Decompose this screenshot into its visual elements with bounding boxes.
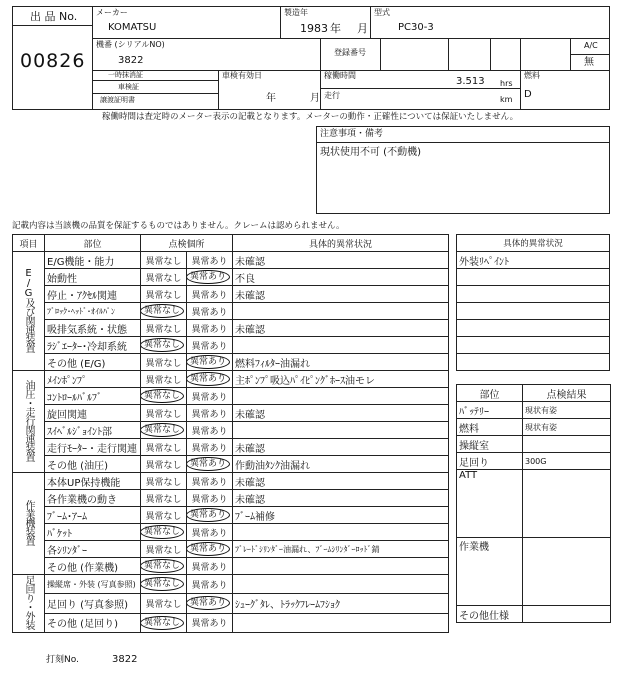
detail-text: ﾌﾞﾚｰﾄﾞｼﾘﾝﾀﾞｰ油漏れ、ﾌﾞｰﾑｼﾘﾝﾀﾞｰﾛｯﾄﾞ錆 bbox=[233, 541, 449, 558]
table-row bbox=[13, 507, 449, 524]
part-name: ﾗｼﾞｴｰﾀｰ･冷却系統 bbox=[45, 337, 141, 354]
hours-label: 稼働時間 bbox=[324, 71, 356, 80]
detail-text bbox=[233, 524, 449, 541]
table-row bbox=[13, 405, 449, 422]
table-row bbox=[13, 490, 449, 507]
check-result bbox=[523, 436, 611, 453]
normal-option: 異常なし bbox=[141, 616, 185, 630]
part-name: 操縦席・外装 (写真参照) bbox=[45, 575, 141, 594]
maker-value: KOMATSU bbox=[108, 22, 157, 33]
part-name: 始動性 bbox=[45, 269, 141, 286]
right-detail-row bbox=[457, 320, 610, 337]
table-row bbox=[13, 439, 449, 456]
model-label: 型式 bbox=[374, 8, 390, 17]
part-name: 足回り (写真参照) bbox=[45, 594, 141, 613]
check-result bbox=[523, 606, 611, 623]
check-part: 作業機 bbox=[457, 538, 523, 606]
abnormal-option: 異常あり bbox=[187, 372, 231, 386]
abnormal-option: 異常あり bbox=[191, 528, 228, 539]
normal-option: 異常なし bbox=[145, 375, 182, 386]
temp-cert-label: 一時抹消証 bbox=[108, 71, 143, 79]
table-row bbox=[13, 575, 449, 594]
detail-text: 未確認 bbox=[233, 439, 449, 456]
abnormal-option: 異常あり bbox=[191, 307, 228, 318]
ac-label: A/C bbox=[584, 41, 598, 50]
hours-value: 3.513 bbox=[456, 76, 485, 87]
right-detail-row bbox=[457, 303, 610, 320]
check-result: 300G bbox=[523, 453, 611, 470]
table-row bbox=[13, 613, 449, 632]
table-row bbox=[13, 286, 449, 303]
abnormal-option: 異常あり bbox=[191, 324, 228, 335]
serial-label: 機番 (シリアルNO) bbox=[96, 40, 165, 49]
disclaimer: 記載内容は当該機の品質を保証するものではありません。クレームは認められません。 bbox=[12, 221, 345, 231]
right-check-part-header: 部位 bbox=[457, 385, 523, 402]
abnormal-option: 異常あり bbox=[191, 562, 228, 573]
table-row bbox=[13, 473, 449, 490]
part-name: ﾊﾞｹｯﾄ bbox=[45, 524, 141, 541]
check-result bbox=[523, 538, 611, 606]
inspection-month-unit: 月 bbox=[310, 93, 320, 104]
abnormal-option: 異常あり bbox=[187, 596, 231, 610]
normal-option: 異常なし bbox=[145, 545, 182, 556]
normal-option: 異常なし bbox=[145, 477, 182, 488]
abnormal-option: 異常あり bbox=[187, 457, 231, 471]
normal-option: 異常なし bbox=[145, 290, 182, 301]
inspection-date-label: 車検有効日 bbox=[222, 71, 262, 80]
table-row bbox=[13, 320, 449, 337]
abnormal-option: 異常あり bbox=[191, 494, 228, 505]
check-result: 現状有姿 bbox=[523, 419, 611, 436]
detail-text: 不良 bbox=[233, 269, 449, 286]
part-name: ﾌﾞﾛｯｸ･ﾍｯﾄﾞ･ｵｲﾙﾊﾟﾝ bbox=[45, 303, 141, 320]
serial-value: 3822 bbox=[118, 55, 144, 66]
detail-text: 未確認 bbox=[233, 320, 449, 337]
year-value: 1983 bbox=[300, 22, 328, 35]
right-check-table bbox=[456, 384, 611, 623]
detail-text: 未確認 bbox=[233, 405, 449, 422]
model-value: PC30-3 bbox=[398, 22, 434, 33]
col-detail: 具体的異常状況 bbox=[233, 235, 449, 252]
abnormal-option: 異常あり bbox=[191, 619, 228, 630]
check-part: 燃料 bbox=[457, 419, 523, 436]
inspection-year-unit: 年 bbox=[266, 93, 276, 104]
year-label: 製造年 bbox=[284, 8, 308, 17]
abnormal-option: 異常あり bbox=[191, 341, 228, 352]
part-name: 各作業機の動き bbox=[45, 490, 141, 507]
ac-value: 無 bbox=[584, 57, 594, 68]
detail-text bbox=[233, 303, 449, 320]
detail-text: 未確認 bbox=[233, 490, 449, 507]
registration-label: 登録番号 bbox=[334, 48, 366, 57]
detail-text: 主ﾎﾟﾝﾌﾟ吸込ﾊﾟｲﾋﾟﾝｸﾞﾎｰｽ油モレ bbox=[233, 371, 449, 388]
normal-option: 異常なし bbox=[145, 256, 182, 267]
part-name: 吸排気系統・状態 bbox=[45, 320, 141, 337]
km-unit: km bbox=[500, 95, 513, 104]
table-row bbox=[13, 541, 449, 558]
abnormal-option: 異常あり bbox=[191, 409, 228, 420]
stamp-label: 打刻No. bbox=[46, 655, 79, 665]
group-label: E/G及び関連装置 bbox=[23, 267, 34, 352]
part-name: ﾌﾞｰﾑ･ｱｰﾑ bbox=[45, 507, 141, 524]
normal-option: 異常なし bbox=[141, 525, 185, 539]
check-part: ATT bbox=[457, 470, 523, 538]
detail-text: ｼｭｰｸﾞﾀﾚ、ﾄﾗｯｸﾌﾚｰﾑﾌｼｮｸ bbox=[233, 594, 449, 613]
detail-text: 作動油ﾀﾝｸ油漏れ bbox=[233, 456, 449, 473]
month-unit: 月 bbox=[357, 22, 368, 35]
normal-option: 異常なし bbox=[141, 577, 185, 591]
normal-option: 異常なし bbox=[145, 358, 182, 369]
abnormal-option: 異常あり bbox=[187, 355, 231, 369]
group-label: 足回り・外装 bbox=[23, 575, 34, 629]
part-name: ｺﾝﾄﾛｰﾙﾊﾞﾙﾌﾞ bbox=[45, 388, 141, 405]
table-row bbox=[13, 456, 449, 473]
inspection-table bbox=[12, 234, 449, 633]
table-row bbox=[13, 252, 449, 269]
part-name: ｽｲﾍﾞﾙｼﾞｮｲﾝﾄ部 bbox=[45, 422, 141, 439]
right-detail-row bbox=[457, 337, 610, 354]
detail-text: ﾌﾞｰﾑ補修 bbox=[233, 507, 449, 524]
transfer-cert-label: 譲渡証明書 bbox=[100, 96, 135, 104]
table-row bbox=[13, 558, 449, 575]
maker-label: メーカー bbox=[96, 8, 128, 17]
detail-text bbox=[233, 337, 449, 354]
detail-text bbox=[233, 388, 449, 405]
check-result bbox=[523, 470, 611, 538]
part-name: ﾒｲﾝﾎﾟﾝﾌﾟ bbox=[45, 371, 141, 388]
part-name: 旋回関連 bbox=[45, 405, 141, 422]
detail-text: 未確認 bbox=[233, 286, 449, 303]
abnormal-option: 異常あり bbox=[187, 508, 231, 522]
lot-number: 00826 bbox=[20, 50, 86, 72]
normal-option: 異常なし bbox=[145, 494, 182, 505]
abnormal-option: 異常あり bbox=[191, 580, 228, 591]
table-row bbox=[13, 524, 449, 541]
table-row bbox=[13, 303, 449, 320]
right-detail-row bbox=[457, 354, 610, 371]
col-check: 点検個所 bbox=[141, 235, 233, 252]
table-row bbox=[13, 269, 449, 286]
col-part: 部位 bbox=[45, 235, 141, 252]
normal-option: 異常なし bbox=[141, 338, 185, 352]
normal-option: 異常なし bbox=[145, 511, 182, 522]
vehicle-cert-label: 車検証 bbox=[118, 83, 139, 91]
part-name: E/G機能・能力 bbox=[45, 252, 141, 269]
remarks-text: 現状使用不可 (不動機) bbox=[320, 147, 421, 158]
check-part: その他仕様 bbox=[457, 606, 523, 623]
col-item: 項目 bbox=[13, 235, 45, 252]
abnormal-option: 異常あり bbox=[191, 477, 228, 488]
part-name: その他 (油圧) bbox=[45, 456, 141, 473]
part-name: その他 (作業機) bbox=[45, 558, 141, 575]
table-row bbox=[13, 388, 449, 405]
normal-option: 異常なし bbox=[141, 389, 185, 403]
check-part: 操縦室 bbox=[457, 436, 523, 453]
abnormal-option: 異常あり bbox=[191, 443, 228, 454]
normal-option: 異常なし bbox=[145, 409, 182, 420]
normal-option: 異常なし bbox=[145, 443, 182, 454]
right-check-result-header: 点検結果 bbox=[523, 385, 611, 402]
detail-text bbox=[233, 575, 449, 594]
detail-text: 燃料ﾌｨﾙﾀｰ油漏れ bbox=[233, 354, 449, 371]
table-row bbox=[13, 371, 449, 388]
normal-option: 異常なし bbox=[141, 423, 185, 437]
mileage-label: 走行 bbox=[324, 91, 340, 100]
table-row bbox=[13, 594, 449, 613]
normal-option: 異常なし bbox=[145, 273, 182, 284]
part-name: 本体UP保持機能 bbox=[45, 473, 141, 490]
abnormal-option: 異常あり bbox=[187, 270, 231, 284]
detail-text: 未確認 bbox=[233, 473, 449, 490]
part-name: 停止・ｱｸｾﾙ関連 bbox=[45, 286, 141, 303]
detail-text: 未確認 bbox=[233, 252, 449, 269]
detail-text bbox=[233, 422, 449, 439]
table-row bbox=[13, 422, 449, 439]
fuel-label: 燃料 bbox=[524, 71, 540, 80]
normal-option: 異常なし bbox=[145, 599, 182, 610]
hours-note: 稼働時間は査定時のメーター表示の記載となります。メーターの動作・正確性については保証いたしません。 bbox=[102, 112, 519, 122]
part-name: その他 (E/G) bbox=[45, 354, 141, 371]
group-label: 油圧・走行関連装置 bbox=[23, 379, 34, 461]
check-result: 現状有姿 bbox=[523, 402, 611, 419]
normal-option: 異常なし bbox=[141, 559, 185, 573]
hours-unit: hrs bbox=[500, 79, 513, 88]
right-detail-row bbox=[457, 286, 610, 303]
detail-text bbox=[233, 613, 449, 632]
stamp-value: 3822 bbox=[112, 654, 138, 665]
table-row bbox=[13, 337, 449, 354]
remarks-box bbox=[316, 126, 610, 214]
year-unit: 年 bbox=[330, 22, 341, 35]
detail-text bbox=[233, 558, 449, 575]
part-name: 走行ﾓｰﾀｰ・走行関連 bbox=[45, 439, 141, 456]
check-part: 足回り bbox=[457, 453, 523, 470]
fuel-value: D bbox=[524, 89, 532, 100]
group-label: 作業機装置 bbox=[23, 499, 34, 545]
abnormal-option: 異常あり bbox=[191, 290, 228, 301]
abnormal-option: 異常あり bbox=[191, 426, 228, 437]
normal-option: 異常なし bbox=[145, 324, 182, 335]
part-name: その他 (足回り) bbox=[45, 613, 141, 632]
remarks-label: 注意事項・備考 bbox=[320, 129, 384, 139]
lot-label: 出 品 No. bbox=[30, 10, 78, 23]
table-row bbox=[13, 354, 449, 371]
right-detail-row bbox=[457, 269, 610, 286]
right-detail-table bbox=[456, 234, 610, 371]
normal-option: 異常なし bbox=[145, 460, 182, 471]
right-detail-header: 具体的異常状況 bbox=[457, 235, 610, 252]
abnormal-option: 異常あり bbox=[191, 256, 228, 267]
abnormal-option: 異常あり bbox=[187, 542, 231, 556]
right-detail-row: 外装ﾘﾍﾟｲﾝﾄ bbox=[457, 252, 610, 269]
abnormal-option: 異常あり bbox=[191, 392, 228, 403]
check-part: ﾊﾞｯﾃﾘｰ bbox=[457, 402, 523, 419]
normal-option: 異常なし bbox=[141, 304, 185, 318]
part-name: 各ｼﾘﾝﾀﾞｰ bbox=[45, 541, 141, 558]
